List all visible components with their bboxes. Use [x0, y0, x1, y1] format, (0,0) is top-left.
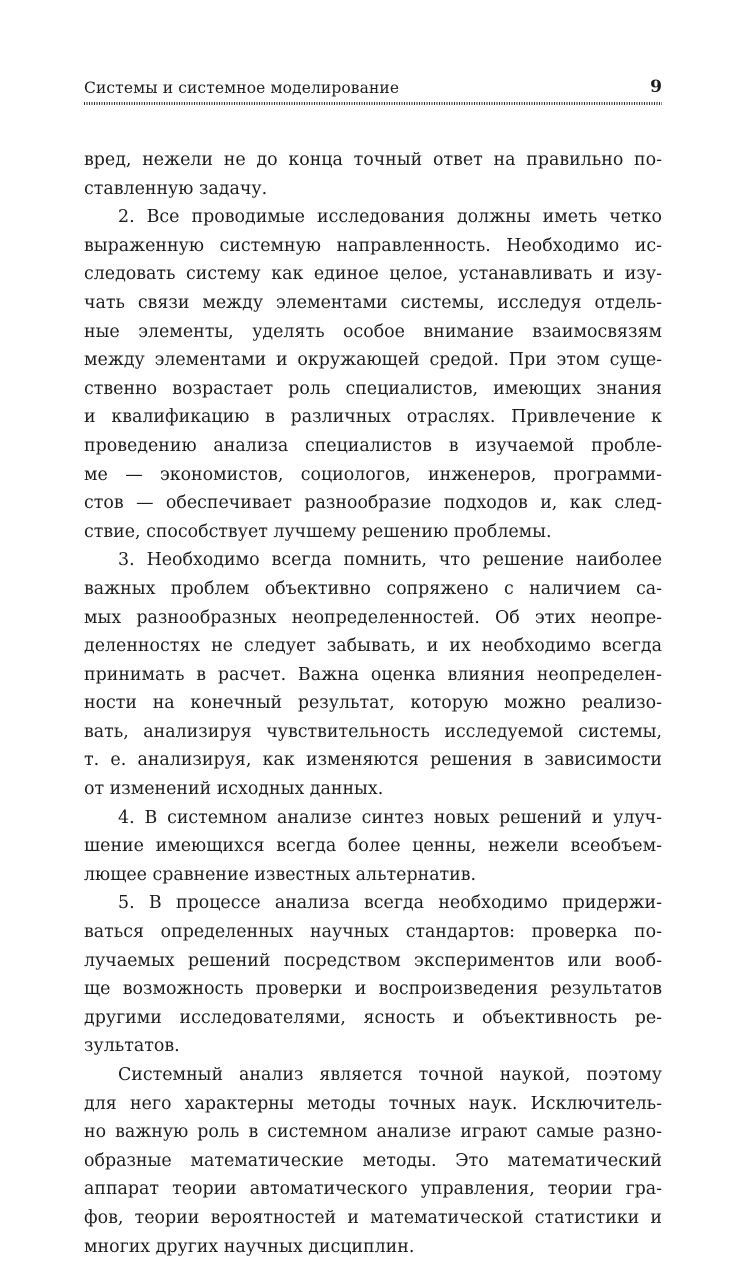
- running-title: Системы и системное моделирование: [84, 79, 400, 97]
- text-line: ности на конечный результат, которую можно реализо-: [84, 693, 662, 714]
- text-line: вать, анализируя чувствительность исследуемой системы,: [84, 721, 662, 742]
- text-line: между элементами и окружающей средой. При этом суще-: [84, 350, 662, 371]
- text-line: Системный анализ является точной наукой, поэтому: [118, 1065, 662, 1085]
- text-line: ваться определенных научных стандартов: проверка по-: [84, 922, 662, 943]
- text-line: зультатов.: [84, 1036, 180, 1057]
- text-line: мых разнообразных неопределенностей. Об этих неопре-: [84, 607, 662, 628]
- text-line: ные элементы, уделять особое внимание взаимосвязям: [84, 321, 662, 342]
- text-line: для него характерны методы точных наук. Исключитель-: [84, 1093, 662, 1114]
- text-line: многих других научных дисциплин.: [84, 1236, 415, 1257]
- text-line: 2. Все проводимые исследования должны иметь четко: [118, 207, 662, 228]
- running-head: [84, 78, 662, 104]
- text-line: 4. В системном анализе синтез новых решений и улуч-: [118, 807, 662, 828]
- text-line: аппарат теории автоматического управления, теории гра-: [84, 1179, 662, 1200]
- text-line: выраженную системную направленность. Необходимо ис-: [84, 235, 662, 256]
- text-line: чать связи между элементами системы, исследуя отдель-: [84, 292, 662, 313]
- text-line: т. е. анализируя, как изменяются решения в зависимости: [84, 750, 662, 771]
- text-line: деленностях не следует забывать, и их необходимо всегда: [84, 636, 662, 657]
- text-line: стов — обеспечивает разнообразие подходов и, как след-: [84, 493, 662, 514]
- text-line: и квалификацию в различных отраслях. Привлечение к: [84, 407, 662, 428]
- text-line: ме — экономистов, социологов, инженеров, программи-: [84, 464, 662, 485]
- text-line: ще возможность проверки и воспроизведения результатов: [84, 979, 662, 1000]
- body-text: [84, 146, 662, 1261]
- text-line: лющее сравнение известных альтернатив.: [84, 864, 477, 885]
- text-line: следовать систему как единое целое, устанавливать и изу-: [84, 264, 662, 285]
- text-line: ставленную задачу.: [84, 178, 268, 199]
- text-line: важных проблем объективно сопряжено с наличием са-: [84, 578, 662, 599]
- text-line: ственно возрастает роль специалистов, имеющих знания: [84, 378, 662, 399]
- text-line: ствие, способствует лучшему решению проблемы.: [84, 521, 552, 542]
- header-rule: [84, 102, 662, 105]
- text-line: другими исследователями, ясность и объективность ре-: [84, 1007, 662, 1028]
- text-line: от изменений исходных данных.: [84, 779, 384, 800]
- text-line: проведению анализа специалистов в изучаемой пробле-: [84, 435, 662, 456]
- text-line: лучаемых решений посредством экспериментов или вооб-: [84, 950, 662, 971]
- text-line: образные математические методы. Это математический: [84, 1150, 662, 1171]
- text-line: принимать в расчет. Важна оценка влияния неопределен-: [84, 664, 662, 685]
- text-line: но важную роль в системном анализе играют самые разно-: [84, 1122, 662, 1143]
- text-line: 5. В процессе анализа всегда необходимо придержи-: [118, 893, 662, 914]
- page-number: 9: [650, 77, 662, 97]
- text-line: шение имеющихся всегда более ценны, нежели всеобъем-: [84, 836, 662, 857]
- text-line: фов, теории вероятностей и математической статистики и: [84, 1207, 662, 1228]
- text-line: 3. Необходимо всегда помнить, что решение наиболее: [118, 550, 662, 571]
- text-line: вред, нежели не до конца точный ответ на правильно по-: [84, 150, 662, 170]
